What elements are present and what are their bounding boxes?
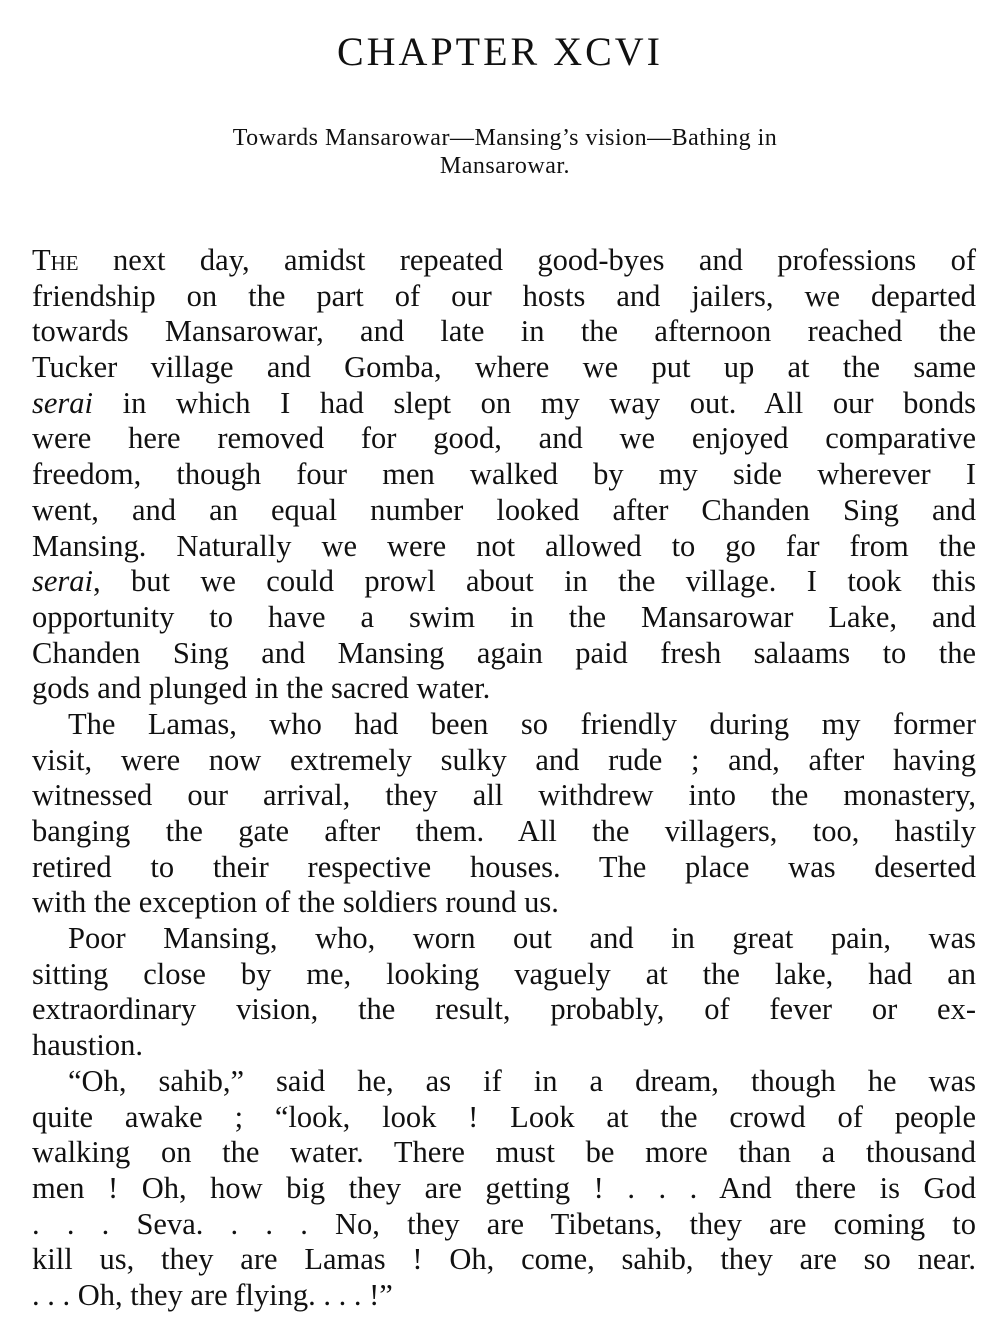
text-line: The Lamas, who had been so friendly during my former [68, 706, 976, 741]
text-line: . . . Oh, they are flying. . . . !” [32, 1277, 393, 1312]
chapter-synopsis [120, 124, 890, 180]
text-line: serai, but we could prowl about in the village. I took this [32, 564, 976, 599]
text-line: Chanden Sing and Mansing again paid fresh salaams to the [32, 635, 976, 670]
chapter-body [32, 243, 976, 1314]
text-line: opportunity to have a swim in the Mansarowar Lake, and [32, 599, 976, 634]
text-line: banging the gate after them. All the villagers, too, hastily [32, 814, 976, 848]
text-line: . . . Seva. . . . No, they are Tibetans, they are coming to [32, 1206, 976, 1241]
text-line: The next day, amidst repeated good-byes and professions of [32, 243, 976, 277]
text-line: haustion. [32, 1028, 143, 1063]
text-line: freedom, though four men walked by my side wherever I [32, 457, 976, 492]
text-line: retired to their respective houses. The place was deserted [32, 849, 976, 884]
text-line: extraordinary vision, the result, probably, of fever or ex- [32, 992, 976, 1027]
drop-word: The [32, 243, 79, 277]
text-line: men ! Oh, how big they are getting ! . . . And there is God [32, 1170, 976, 1205]
italic-word: serai [32, 385, 93, 420]
text-line: went, and an equal number looked after Chanden Sing and [32, 492, 976, 527]
text-line: friendship on the part of our hosts and jailers, we departed [32, 278, 976, 313]
text-line: gods and plunged in the sacred water. [32, 671, 491, 706]
text-line: Tucker village and Gomba, where we put up at the same [32, 350, 976, 385]
synopsis-line: Mansarowar. [439, 153, 571, 179]
text-line: walking on the water. There must be more than a thousand [32, 1135, 976, 1170]
text-line: with the exception of the soldiers round us. [32, 885, 559, 920]
text-line: kill us, they are Lamas ! Oh, come, sahib, they are so near. [32, 1242, 976, 1277]
text-line: serai in which I had slept on my way out. All our bonds [32, 385, 977, 420]
text-line: “Oh, sahib,” said he, as if in a dream, though he was [68, 1063, 976, 1098]
text-line: sitting close by me, looking vaguely at the lake, had an [32, 956, 976, 991]
chapter-title: CHAPTER XCVI [336, 29, 664, 74]
text-line: Mansing. Naturally we were not allowed to go far from the [32, 528, 976, 563]
text-line: visit, were now extremely sulky and rude ; and, after having [32, 742, 976, 777]
italic-word: serai [32, 564, 93, 599]
synopsis-line: Towards Mansarowar—Mansing’s vision—Bathing in [232, 125, 778, 151]
text-line: Poor Mansing, who, worn out and in great pain, was [68, 921, 976, 956]
text-line: towards Mansarowar, and late in the afternoon reached the [32, 314, 976, 349]
text-line: witnessed our arrival, they all withdrew into the monastery, [32, 778, 976, 813]
text-line: quite awake ; “look, look ! Look at the crowd of people [32, 1099, 976, 1134]
text-line: were here removed for good, and we enjoyed comparative [32, 421, 976, 456]
